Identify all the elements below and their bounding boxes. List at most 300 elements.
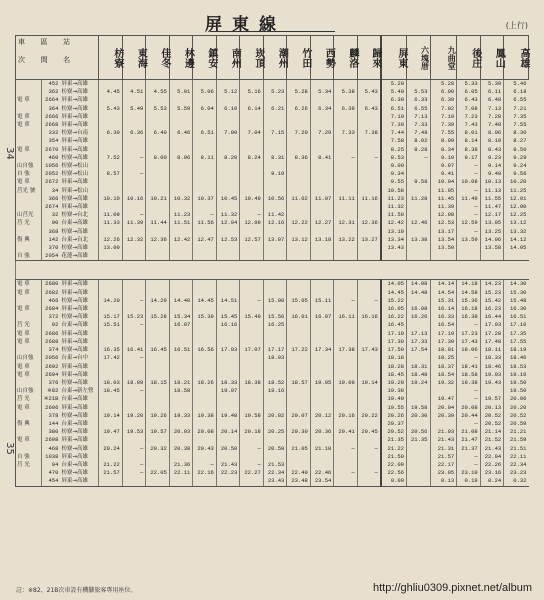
time-cell: 6.11 xyxy=(480,88,504,96)
table-row xyxy=(16,461,529,469)
train-number: 366 xyxy=(41,195,60,203)
time-cell xyxy=(310,146,334,154)
station-header: 林邊 xyxy=(169,36,193,80)
time-cell: 14.54 xyxy=(430,289,457,297)
time-cell: 21.47 xyxy=(457,436,481,444)
time-cell: 14.45 xyxy=(381,289,407,297)
time-cell xyxy=(240,228,264,236)
table-row xyxy=(16,154,529,162)
train-route: 枋寮→台北 xyxy=(61,212,88,219)
time-cell: 17.23 xyxy=(457,330,481,338)
station-header: 竹田 xyxy=(287,36,311,80)
time-cell xyxy=(193,338,217,346)
time-cell: 17.33 xyxy=(407,338,431,346)
time-cell: 11.07 xyxy=(310,195,334,203)
time-cell: 15.45 xyxy=(216,313,240,321)
time-cell: 20.43 xyxy=(193,445,217,453)
time-cell xyxy=(193,395,217,403)
time-cell: 16.45 xyxy=(146,346,170,354)
time-cell: 18.33 xyxy=(216,379,240,387)
time-cell: 12.27 xyxy=(310,219,334,227)
time-cell: 8.24 xyxy=(240,154,264,162)
train-number: 362 xyxy=(41,88,60,96)
time-cell: 20.52 xyxy=(504,412,529,420)
time-cell: 15.42 xyxy=(480,297,504,305)
time-cell xyxy=(146,113,170,121)
time-cell: 16.16 xyxy=(216,321,240,329)
time-cell xyxy=(146,170,170,178)
time-cell: 5.28 xyxy=(287,88,311,96)
time-cell xyxy=(193,121,217,129)
time-cell xyxy=(122,338,146,346)
time-cell xyxy=(122,146,146,154)
train-route: 枋寮→高雄 xyxy=(61,105,88,112)
time-cell xyxy=(193,453,217,461)
time-cell: 14.05 xyxy=(504,244,529,252)
time-cell xyxy=(310,436,334,444)
timetable xyxy=(15,35,529,583)
time-cell: 22.46 xyxy=(310,469,334,477)
train-number: 2692 xyxy=(41,363,60,371)
time-cell: 21.35 xyxy=(381,436,407,444)
train-route: 屏東→高雄 xyxy=(61,289,88,296)
time-cell: 22.40 xyxy=(287,469,311,477)
time-cell: 0.00 xyxy=(381,477,407,486)
station-header: 歸來 xyxy=(357,36,381,80)
train-number: 2666 xyxy=(41,113,60,121)
time-cell: 22.11 xyxy=(169,469,193,477)
time-cell: 15.51 xyxy=(99,321,123,329)
time-cell: 20.30 xyxy=(407,412,431,420)
time-cell: 19.57 xyxy=(146,428,170,436)
train-route: 枋寮→高雄 xyxy=(61,228,88,235)
train-route: 台東→台中 xyxy=(61,355,88,362)
train-type xyxy=(16,137,42,145)
train-type xyxy=(16,154,42,162)
time-cell: 7.33 xyxy=(407,121,431,129)
time-cell: 21.35 xyxy=(407,436,431,444)
time-cell xyxy=(357,187,381,195)
time-cell: 19.03 xyxy=(480,371,504,379)
train-number: 374 xyxy=(41,346,60,354)
time-cell: 12.25 xyxy=(504,211,529,219)
time-cell xyxy=(240,330,264,338)
time-cell xyxy=(169,354,193,362)
time-cell xyxy=(334,113,358,121)
time-cell xyxy=(357,162,381,170)
time-cell: 15.49 xyxy=(240,313,264,321)
time-cell: 11.47 xyxy=(480,203,504,211)
time-cell: 15.31 xyxy=(430,297,457,305)
train-number: 144 xyxy=(41,420,60,428)
time-cell: — xyxy=(122,170,146,178)
time-cell xyxy=(122,280,146,289)
train-number: 92 xyxy=(41,321,60,329)
time-cell xyxy=(169,146,193,154)
train-number: 378 xyxy=(41,412,60,420)
time-cell xyxy=(334,404,358,412)
time-cell: 9.24 xyxy=(504,162,529,170)
time-cell: 7.44 xyxy=(381,129,407,137)
timetable-section-late xyxy=(16,280,529,486)
table-row xyxy=(16,338,529,346)
time-cell: 17.03 xyxy=(480,321,504,329)
time-cell xyxy=(310,121,334,129)
time-cell: 22.23 xyxy=(216,469,240,477)
time-cell xyxy=(407,228,431,236)
time-cell: 9.29 xyxy=(504,154,529,162)
time-cell xyxy=(357,436,381,444)
timetable-table xyxy=(15,35,529,487)
station-header: 麟洛 xyxy=(334,36,358,80)
time-cell xyxy=(216,477,240,486)
time-cell: 8.36 xyxy=(287,154,311,162)
train-route: 屏東→高雄 xyxy=(61,453,88,460)
time-cell: 5.43 xyxy=(357,88,381,96)
time-cell xyxy=(357,338,381,346)
time-cell xyxy=(216,252,240,261)
time-cell xyxy=(407,203,431,211)
time-cell xyxy=(240,113,264,121)
time-cell: 7.58 xyxy=(381,137,407,145)
time-cell xyxy=(146,203,170,211)
time-cell: 18.11 xyxy=(480,346,504,354)
time-cell: 15.39 xyxy=(193,313,217,321)
time-cell xyxy=(240,420,264,428)
train-route: 枋寮→松山 xyxy=(61,171,88,178)
time-cell xyxy=(287,121,311,129)
time-cell xyxy=(263,338,287,346)
train-number: 2682 xyxy=(41,289,60,297)
time-cell: 16.23 xyxy=(480,305,504,313)
time-cell xyxy=(407,80,431,89)
time-cell: 9.41 xyxy=(430,170,457,178)
time-cell: 18.09 xyxy=(122,379,146,387)
time-cell: 20.59 xyxy=(263,445,287,453)
time-cell xyxy=(334,137,358,145)
time-cell: 18.38 xyxy=(240,379,264,387)
time-cell: 5.53 xyxy=(407,88,431,96)
table-row xyxy=(16,387,529,395)
time-cell: 7.35 xyxy=(504,113,529,121)
time-cell xyxy=(407,170,431,178)
time-cell: 12.36 xyxy=(357,219,381,227)
time-cell: 20.04 xyxy=(430,404,457,412)
train-number: 2052 xyxy=(41,170,60,178)
time-cell xyxy=(407,420,431,428)
time-cell: 16.01 xyxy=(287,313,311,321)
time-cell xyxy=(240,477,264,486)
time-cell: — xyxy=(457,187,481,195)
time-cell xyxy=(146,305,170,313)
table-row xyxy=(16,297,529,305)
time-cell: 20.52 xyxy=(480,420,504,428)
time-cell xyxy=(193,113,217,121)
time-cell: 16.07 xyxy=(169,321,193,329)
time-cell: 5.16 xyxy=(240,88,264,96)
train-number: 354 xyxy=(41,137,60,145)
time-cell xyxy=(216,187,240,195)
time-cell: 6.00 xyxy=(430,88,457,96)
corner-bottom-left: 次 xyxy=(18,56,25,64)
time-cell: 22.56 xyxy=(381,469,407,477)
time-cell xyxy=(407,297,431,305)
time-cell: 13.54 xyxy=(430,236,457,244)
time-cell: 7.33 xyxy=(334,129,358,137)
time-cell: 16.33 xyxy=(430,313,457,321)
time-cell: 23.48 xyxy=(287,477,311,486)
time-cell xyxy=(334,280,358,289)
time-cell: 19.50 xyxy=(504,387,529,395)
time-cell: 7.38 xyxy=(357,129,381,137)
train-number: 2698 xyxy=(41,436,60,444)
time-cell: 21.22 xyxy=(381,445,407,453)
time-cell xyxy=(99,363,123,371)
time-cell xyxy=(263,395,287,403)
time-cell: — xyxy=(407,154,431,162)
table-row xyxy=(16,354,529,362)
time-cell xyxy=(287,137,311,145)
time-cell xyxy=(216,162,240,170)
time-cell xyxy=(146,436,170,444)
time-cell: 15.05 xyxy=(287,297,311,305)
time-cell xyxy=(310,371,334,379)
time-cell xyxy=(334,305,358,313)
time-cell xyxy=(263,453,287,461)
time-cell: 11.49 xyxy=(457,195,481,203)
time-cell: 5.01 xyxy=(169,88,193,96)
time-cell xyxy=(287,178,311,186)
time-cell xyxy=(263,436,287,444)
train-route: 枋寮→高雄 xyxy=(61,195,88,202)
time-cell xyxy=(240,363,264,371)
time-cell xyxy=(381,252,407,261)
time-cell: 7.23 xyxy=(457,113,481,121)
table-row xyxy=(16,469,529,477)
time-cell xyxy=(357,211,381,219)
time-cell xyxy=(334,96,358,104)
time-cell xyxy=(122,113,146,121)
time-cell: 10.58 xyxy=(381,187,407,195)
time-cell: 5.59 xyxy=(169,105,193,113)
time-cell xyxy=(146,244,170,252)
table-row xyxy=(16,113,529,121)
time-cell: 22.09 xyxy=(381,461,407,469)
time-cell xyxy=(263,146,287,154)
time-cell: 17.55 xyxy=(504,338,529,346)
time-cell: 18.06 xyxy=(457,346,481,354)
time-cell: 7.10 xyxy=(381,113,407,121)
time-cell: — xyxy=(193,461,217,469)
train-number: 2694 xyxy=(41,371,60,379)
time-cell xyxy=(122,137,146,145)
time-cell xyxy=(357,146,381,154)
time-cell xyxy=(334,162,358,170)
time-cell: 11.02 xyxy=(287,195,311,203)
time-cell: 12.42 xyxy=(381,219,407,227)
time-cell xyxy=(146,395,170,403)
time-cell: 11.42 xyxy=(263,211,287,219)
time-cell xyxy=(240,289,264,297)
time-cell xyxy=(216,137,240,145)
time-cell xyxy=(99,146,123,154)
time-cell: 18.54 xyxy=(430,371,457,379)
time-cell: 5.33 xyxy=(457,80,481,89)
time-cell xyxy=(310,461,334,469)
train-type: 電 車 xyxy=(16,96,42,104)
time-cell: 5.49 xyxy=(122,105,146,113)
time-cell: 18.45 xyxy=(99,387,123,395)
time-cell xyxy=(193,321,217,329)
time-cell: — xyxy=(357,445,381,453)
table-row xyxy=(16,80,529,89)
time-cell: 17.07 xyxy=(240,346,264,354)
train-number: 94 xyxy=(41,461,60,469)
time-cell: 18.58 xyxy=(457,371,481,379)
time-cell xyxy=(334,170,358,178)
time-cell xyxy=(310,354,334,362)
time-cell xyxy=(357,137,381,145)
time-cell xyxy=(287,187,311,195)
time-cell xyxy=(216,244,240,252)
time-cell xyxy=(334,477,358,486)
time-cell: 23.23 xyxy=(504,469,529,477)
time-cell: 20.08 xyxy=(457,404,481,412)
time-cell xyxy=(122,244,146,252)
time-cell xyxy=(169,96,193,104)
time-cell: 16.18 xyxy=(457,305,481,313)
time-cell xyxy=(169,305,193,313)
time-cell: 8.28 xyxy=(407,146,431,154)
time-cell xyxy=(169,436,193,444)
time-cell: 15.28 xyxy=(146,313,170,321)
train-route: 台東→台北 xyxy=(61,236,88,243)
time-cell xyxy=(240,280,264,289)
time-cell: 4.45 xyxy=(99,88,123,96)
time-cell xyxy=(334,387,358,395)
train-route: 枋寮→高雄 xyxy=(61,297,88,304)
time-cell: 6.43 xyxy=(457,96,481,104)
time-cell: 7.48 xyxy=(480,121,504,129)
time-cell xyxy=(146,146,170,154)
time-cell: 21.08 xyxy=(457,428,481,436)
time-cell xyxy=(357,244,381,252)
time-cell: 17.43 xyxy=(457,338,481,346)
time-cell xyxy=(430,252,457,261)
time-cell xyxy=(169,338,193,346)
time-cell xyxy=(216,354,240,362)
time-cell: — xyxy=(334,297,358,305)
time-cell: 18.45 xyxy=(381,371,407,379)
time-cell xyxy=(310,321,334,329)
time-cell: — xyxy=(240,461,264,469)
time-cell: 11.44 xyxy=(146,219,170,227)
time-cell xyxy=(146,420,170,428)
train-type xyxy=(16,80,42,89)
time-cell xyxy=(193,146,217,154)
train-route: 屏東→高雄 xyxy=(61,281,88,288)
time-cell: 7.55 xyxy=(504,121,529,129)
train-number: 368 xyxy=(41,228,60,236)
time-cell: 22.26 xyxy=(480,461,504,469)
time-cell: 8.01 xyxy=(457,129,481,137)
train-number: 364 xyxy=(41,105,60,113)
time-cell: 12.09 xyxy=(240,219,264,227)
time-cell: 14.48 xyxy=(407,289,431,297)
time-cell xyxy=(169,395,193,403)
time-cell: 19.32 xyxy=(430,379,457,387)
train-type: 山莒光 xyxy=(16,211,42,219)
table-row xyxy=(16,346,529,354)
time-cell xyxy=(122,289,146,297)
time-cell xyxy=(169,371,193,379)
train-route: 屏東→高雄 xyxy=(61,363,88,370)
time-cell xyxy=(99,96,123,104)
time-cell: 7.00 xyxy=(216,129,240,137)
time-cell xyxy=(99,420,123,428)
train-type: 電 車 xyxy=(16,280,42,289)
time-cell: 16.14 xyxy=(430,305,457,313)
time-cell: 12.59 xyxy=(457,219,481,227)
time-cell xyxy=(99,371,123,379)
time-cell xyxy=(263,252,287,261)
train-route: 台東→高雄 xyxy=(61,396,88,403)
time-cell: 20.45 xyxy=(357,428,381,436)
table-row xyxy=(16,195,529,203)
time-cell: 9.56 xyxy=(504,170,529,178)
table-row xyxy=(16,203,529,211)
time-cell xyxy=(99,436,123,444)
time-cell xyxy=(334,330,358,338)
time-cell: 22.05 xyxy=(146,469,170,477)
timetable-section-early xyxy=(16,80,529,261)
train-number: 2670 xyxy=(41,146,60,154)
time-cell xyxy=(287,96,311,104)
table-row xyxy=(16,404,529,412)
time-cell: 10.08 xyxy=(457,178,481,186)
train-number: ※82 xyxy=(41,387,60,395)
time-cell xyxy=(146,211,170,219)
time-cell xyxy=(99,162,123,170)
time-cell xyxy=(334,420,358,428)
station-header: 高雄 xyxy=(504,36,529,80)
time-cell xyxy=(146,477,170,486)
header xyxy=(0,0,544,36)
time-cell: — xyxy=(457,387,481,395)
time-cell: — xyxy=(457,354,481,362)
time-cell: 16.51 xyxy=(169,346,193,354)
time-cell: — xyxy=(193,211,217,219)
time-cell: 18.37 xyxy=(430,363,457,371)
time-cell xyxy=(240,371,264,379)
time-cell: 14.08 xyxy=(407,280,431,289)
train-number: 2668 xyxy=(41,121,60,129)
time-cell xyxy=(263,305,287,313)
time-cell: 18.15 xyxy=(146,379,170,387)
train-route: 花蓮→高雄 xyxy=(60,252,98,261)
time-cell xyxy=(216,330,240,338)
time-cell: 9.34 xyxy=(381,170,407,178)
time-cell xyxy=(287,280,311,289)
train-type xyxy=(16,297,42,305)
time-cell xyxy=(216,203,240,211)
watermark-url: http://ghliu0309.pixnet.net/album xyxy=(372,582,532,594)
time-cell xyxy=(287,363,311,371)
time-cell xyxy=(122,395,146,403)
time-cell xyxy=(99,338,123,346)
train-type xyxy=(16,203,42,211)
time-cell: 10.56 xyxy=(263,195,287,203)
